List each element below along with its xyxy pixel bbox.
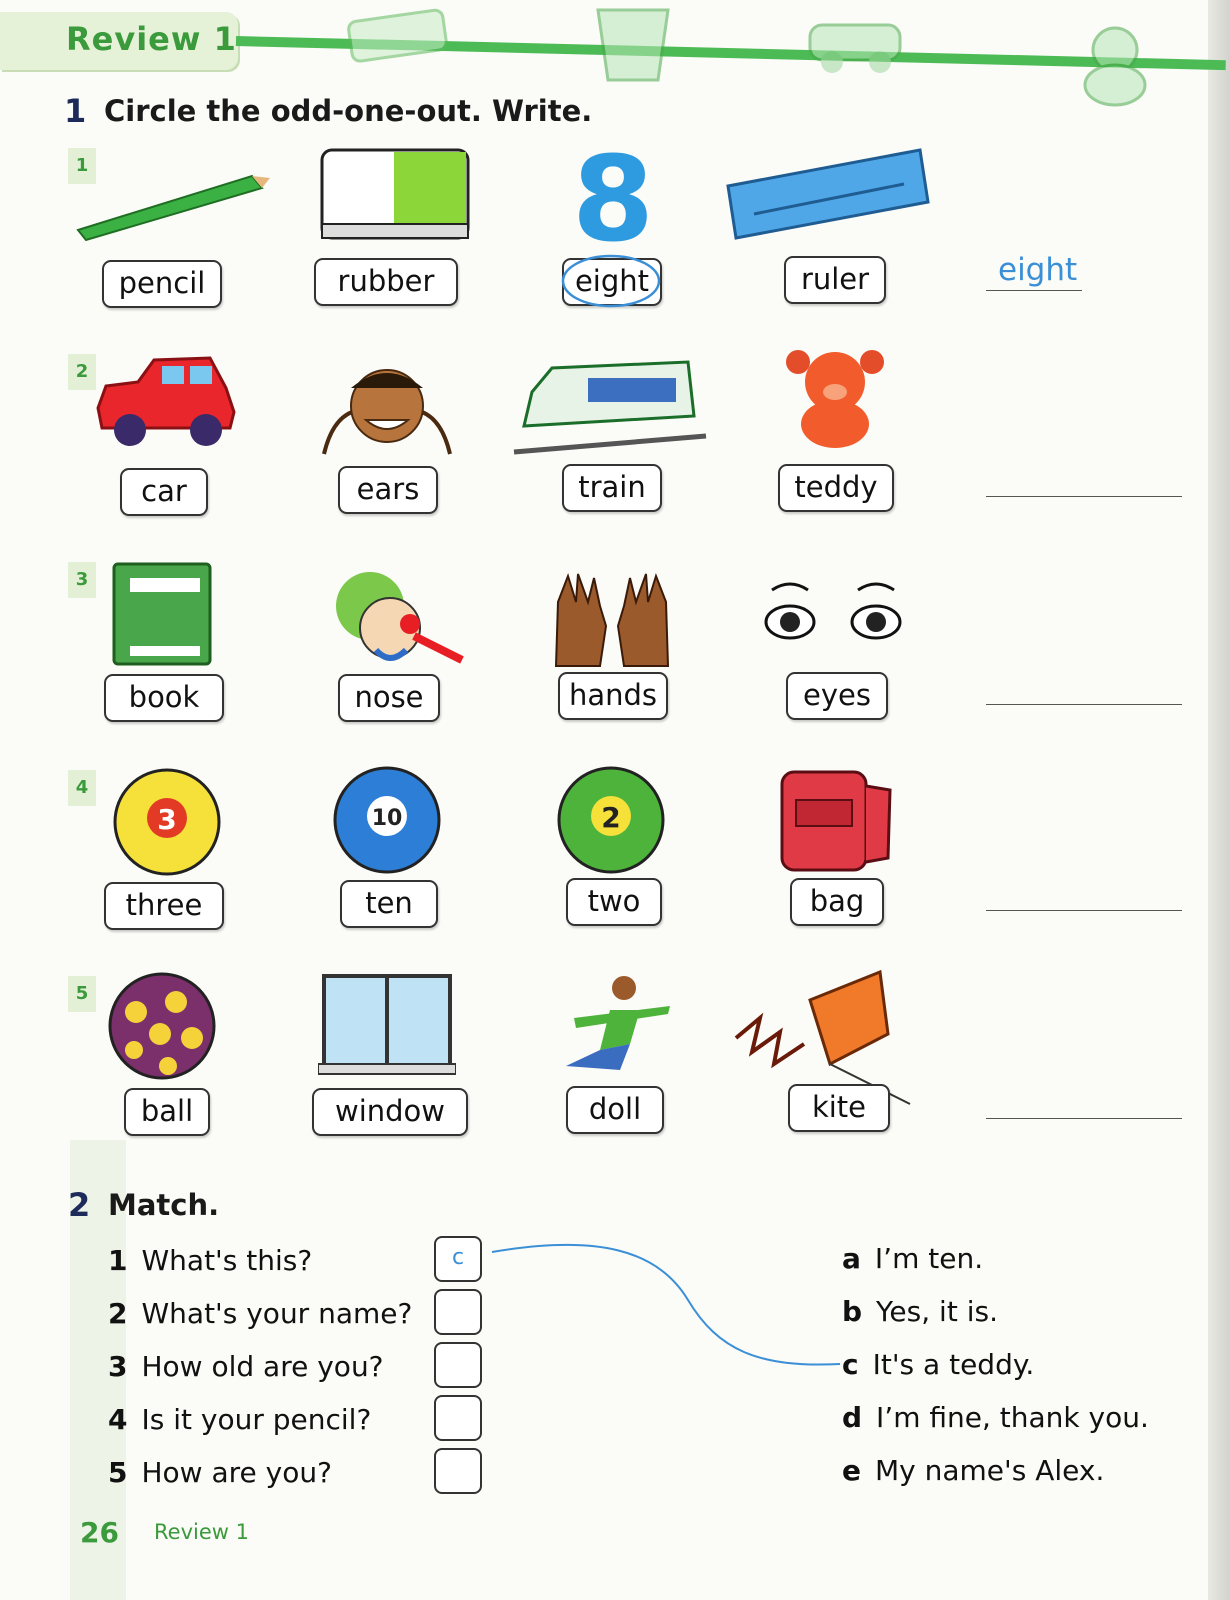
svg-text:8: 8 — [571, 140, 655, 256]
hands-icon — [548, 566, 676, 670]
question-item — [108, 1244, 312, 1277]
word-card[interactable]: eyes — [786, 672, 888, 720]
exercise-1-instruction: Circle the odd-one-out. Write. — [104, 94, 593, 128]
question-text: How are you? — [141, 1456, 332, 1489]
answer-circle — [556, 250, 666, 312]
face-ears-icon — [318, 362, 456, 458]
match-line — [488, 1240, 848, 1380]
rubber-icon — [318, 146, 474, 246]
word-card[interactable]: book — [104, 674, 224, 722]
response-letter: b — [842, 1295, 863, 1328]
response-text: Yes, it is. — [876, 1295, 998, 1328]
word-card[interactable]: eight — [562, 258, 662, 306]
exercise-2-instruction: Match. — [108, 1188, 220, 1222]
answer-box[interactable] — [434, 1448, 482, 1494]
answer-line[interactable] — [986, 1118, 1182, 1119]
word-card[interactable]: rubber — [314, 258, 458, 306]
answer-box[interactable] — [434, 1395, 482, 1441]
answer-box[interactable] — [434, 1289, 482, 1335]
response-text: I’m fine, thank you. — [876, 1401, 1149, 1434]
response-letter: d — [842, 1401, 863, 1434]
response-text: I’m ten. — [874, 1242, 984, 1275]
footer-section: Review 1 — [154, 1520, 249, 1544]
ruler-icon — [724, 146, 934, 242]
page-number: 26 — [80, 1516, 119, 1549]
word-card[interactable]: kite — [788, 1084, 890, 1132]
response-text: It's a teddy. — [872, 1348, 1035, 1381]
word-card[interactable]: car — [120, 468, 208, 516]
row-number: 2 — [68, 354, 96, 390]
response-item — [842, 1454, 1104, 1487]
word-card[interactable]: ears — [338, 466, 438, 514]
doll-icon — [560, 970, 676, 1078]
question-text: What's this? — [141, 1244, 313, 1277]
sharpener-deco-icon — [578, 0, 688, 90]
response-item — [842, 1348, 1034, 1381]
question-item — [108, 1403, 371, 1436]
answer-line[interactable] — [986, 704, 1182, 705]
teddy-icon — [776, 348, 894, 452]
ball-ten-icon — [330, 766, 444, 880]
word-card[interactable]: three — [104, 882, 224, 930]
response-letter: e — [842, 1454, 861, 1487]
word-card[interactable]: hands — [558, 672, 668, 720]
word-card[interactable]: window — [312, 1088, 468, 1136]
svg-text:3: 3 — [157, 803, 177, 836]
word-card[interactable]: two — [566, 878, 662, 926]
response-text: My name's Alex. — [875, 1454, 1105, 1487]
response-item — [842, 1242, 983, 1275]
row-number: 4 — [68, 770, 96, 806]
question-number: 3 — [108, 1350, 128, 1383]
eyes-icon — [758, 576, 908, 646]
pencil-icon — [72, 168, 272, 243]
word-card[interactable]: ten — [340, 880, 438, 928]
exercise-2-number: 2 — [68, 1186, 91, 1224]
word-card[interactable]: bag — [790, 878, 884, 926]
question-text: What's your name? — [141, 1297, 413, 1330]
car-icon — [92, 352, 238, 452]
question-number: 5 — [108, 1456, 128, 1489]
response-item — [842, 1401, 1149, 1434]
word-card[interactable]: doll — [566, 1086, 664, 1134]
word-card[interactable]: ruler — [784, 256, 886, 304]
answer-box[interactable] — [434, 1342, 482, 1388]
number-eight-icon — [568, 140, 658, 256]
word-card[interactable]: ball — [124, 1088, 210, 1136]
svg-text:10: 10 — [371, 806, 403, 831]
clown-nose-icon — [306, 570, 466, 680]
rubber-deco-icon — [340, 6, 460, 66]
exercise-1-number: 1 — [64, 92, 87, 130]
word-card[interactable]: teddy — [778, 464, 894, 512]
answer-line[interactable] — [986, 290, 1082, 291]
car-deco-icon — [800, 0, 910, 80]
question-number: 1 — [108, 1244, 128, 1277]
teddy-deco-icon — [1060, 20, 1170, 110]
question-text: How old are you? — [141, 1350, 384, 1383]
question-item — [108, 1350, 384, 1383]
ball-two-icon — [554, 766, 668, 880]
row-number: 5 — [68, 976, 96, 1012]
row-number: 3 — [68, 562, 96, 598]
question-item — [108, 1456, 332, 1489]
page-edge — [1208, 0, 1230, 1600]
window-icon — [318, 972, 456, 1076]
spotty-ball-icon — [106, 972, 218, 1084]
word-card[interactable]: pencil — [102, 260, 222, 308]
question-number: 4 — [108, 1403, 128, 1436]
response-item — [842, 1295, 998, 1328]
question-number: 2 — [108, 1297, 128, 1330]
book-icon — [108, 560, 216, 668]
word-card[interactable]: train — [562, 464, 662, 512]
bag-icon — [776, 762, 898, 872]
answer-text: eight — [998, 252, 1078, 288]
word-card[interactable]: nose — [338, 674, 440, 722]
answer-line[interactable] — [986, 910, 1182, 911]
response-letter: c — [842, 1348, 859, 1381]
question-text: Is it your pencil? — [141, 1403, 372, 1436]
svg-text:2: 2 — [601, 801, 621, 834]
response-letter: a — [842, 1242, 861, 1275]
train-icon — [512, 356, 708, 460]
page-title: Review 1 — [66, 20, 237, 58]
row-number: 1 — [68, 148, 96, 184]
answer-box[interactable]: c — [434, 1236, 482, 1282]
answer-line[interactable] — [986, 496, 1182, 497]
question-item — [108, 1297, 412, 1330]
ball-three-icon — [110, 768, 224, 882]
